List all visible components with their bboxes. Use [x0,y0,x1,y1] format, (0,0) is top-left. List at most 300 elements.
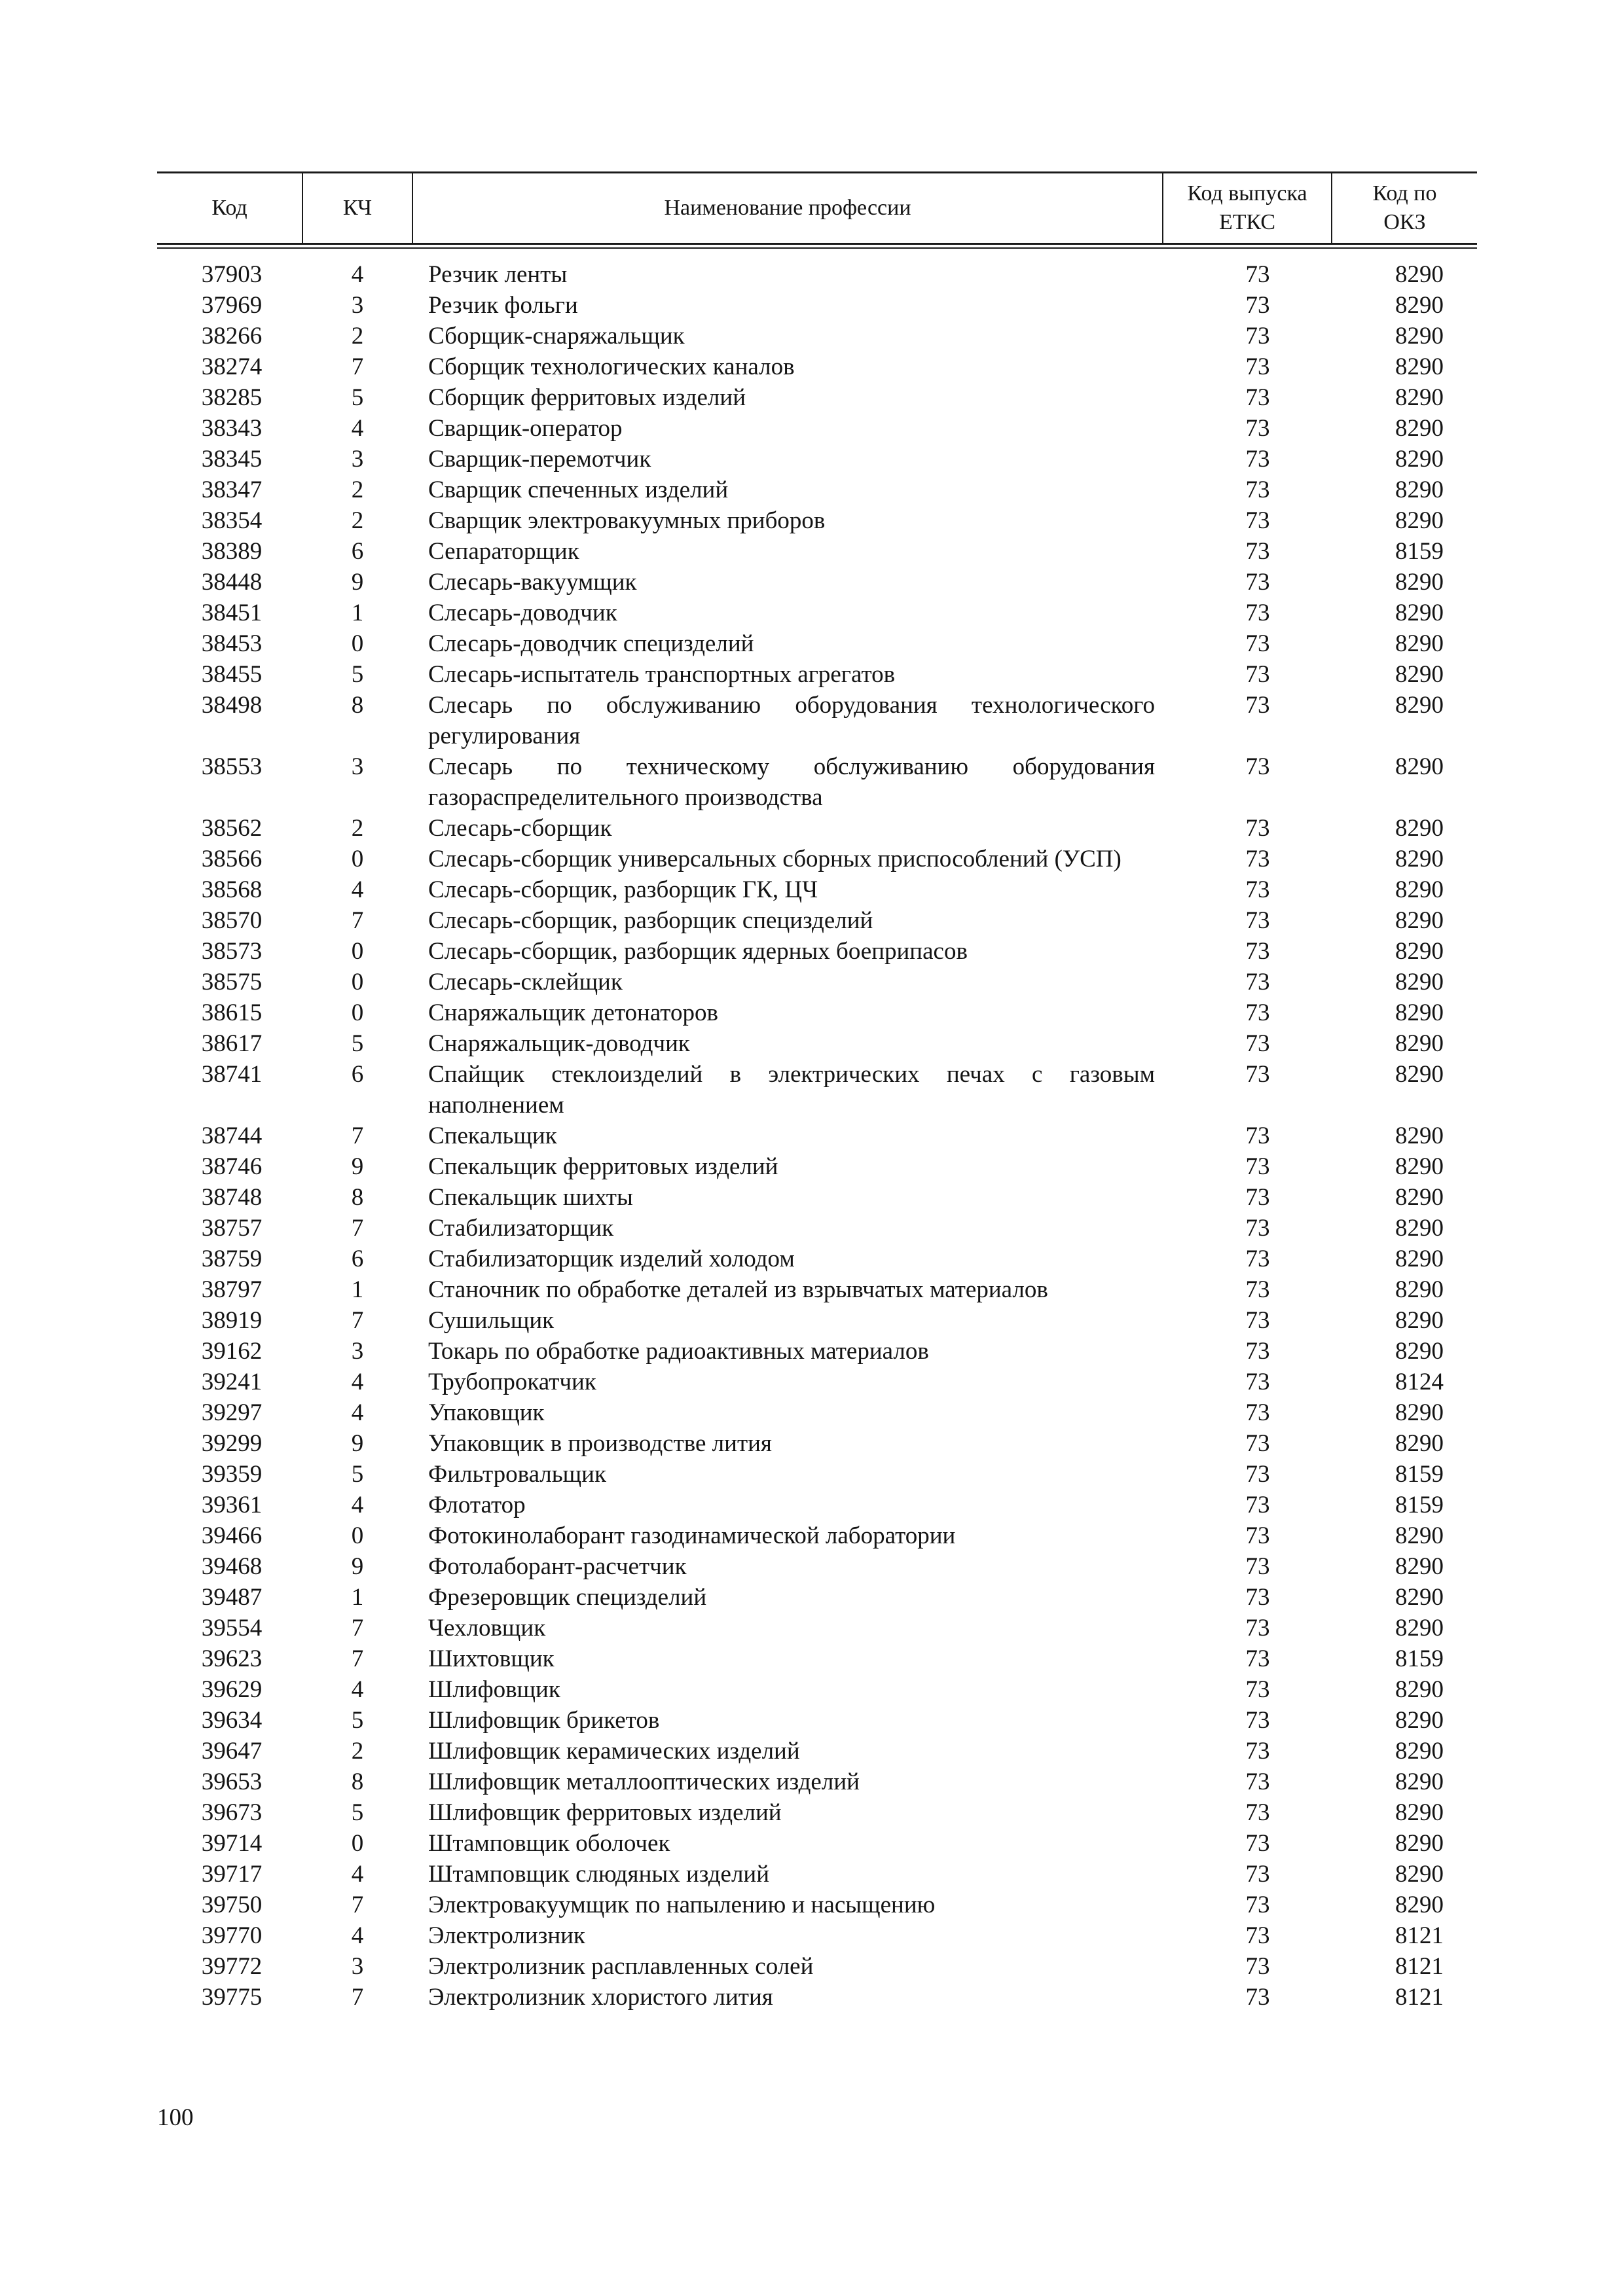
cell-okz: 8290 [1395,261,1444,288]
cell-etks: 73 [1245,1338,1270,1365]
cell-code: 39634 [201,1707,263,1734]
table-row [157,1182,1477,1213]
cell-etks: 73 [1245,1461,1270,1488]
cell-code: 39466 [201,1522,263,1549]
cell-etks: 73 [1245,1553,1270,1580]
cell-kch: 7 [351,1122,364,1149]
cell-okz: 8290 [1395,1399,1444,1426]
cell-code: 39554 [201,1615,263,1641]
cell-code: 38797 [201,1276,263,1303]
cell-name: Слесарь-сборщик, разборщик ГК, ЦЧ [428,876,818,903]
cell-okz: 8290 [1395,815,1444,842]
table-row [157,1613,1477,1643]
cell-name: Токарь по обработке радиоактивных материалов [428,1338,929,1365]
cell-name: Слесарь-сборщик, разборщик ядерных боеприпасов [428,938,968,965]
cell-name: Слесарь по техническому обслуживанию оборудования газораспределительного производства [428,753,1155,811]
cell-okz: 8290 [1395,1276,1444,1303]
table-row [157,598,1477,628]
cell-name: Упаковщик в производстве лития [428,1430,772,1457]
table-row [157,1274,1477,1305]
cell-name: Фотокинолаборант газодинамической лаборатории [428,1522,956,1549]
cell-etks: 73 [1245,1276,1270,1303]
professions-table [157,173,1477,243]
cell-etks: 73 [1245,1246,1270,1272]
cell-okz: 8124 [1395,1369,1444,1395]
cell-kch: 4 [351,876,364,903]
cell-etks: 73 [1245,846,1270,872]
cell-name: Чехловщик [428,1615,546,1641]
cell-okz: 8290 [1395,1584,1444,1611]
cell-okz: 8159 [1395,1645,1444,1672]
cell-code: 38498 [201,692,263,719]
table-row [157,1336,1477,1367]
professions-table-body [157,259,1477,2013]
table-row [157,751,1477,813]
cell-kch: 8 [351,1184,364,1211]
cell-code: 39241 [201,1369,263,1395]
cell-name: Снаряжальщик-доводчик [428,1030,690,1057]
cell-okz: 8290 [1395,1246,1444,1272]
cell-okz: 8290 [1395,1768,1444,1795]
cell-kch: 5 [351,1707,364,1734]
table-row [157,1367,1477,1397]
cell-kch: 5 [351,1799,364,1826]
cell-kch: 9 [351,1430,364,1457]
table-row [157,1490,1477,1520]
cell-code: 38455 [201,661,263,688]
cell-kch: 6 [351,538,364,565]
cell-code: 39359 [201,1461,263,1488]
cell-name: Сборщик технологических каналов [428,353,795,380]
cell-okz: 8290 [1395,969,1444,996]
table-row [157,1397,1477,1428]
cell-etks: 73 [1245,1707,1270,1734]
table-row [157,813,1477,844]
cell-kch: 1 [351,600,364,626]
cell-okz: 8290 [1395,1861,1444,1888]
cell-okz: 8290 [1395,1522,1444,1549]
cell-kch: 6 [351,1246,364,1272]
table-row [157,444,1477,475]
table-row [157,1643,1477,1674]
header-kch: КЧ [302,173,412,243]
cell-name: Сборщик-снаряжальщик [428,323,685,350]
cell-okz: 8290 [1395,507,1444,534]
cell-name: Шлифовщик [428,1676,560,1703]
cell-code: 38354 [201,507,263,534]
cell-etks: 73 [1245,1892,1270,1918]
cell-code: 37903 [201,261,263,288]
table-row [157,1951,1477,1982]
cell-name: Спайщик стеклоизделий в электрических печах с газовым наполнением [428,1061,1155,1119]
cell-okz: 8290 [1395,1061,1444,1088]
table-row [157,321,1477,351]
cell-code: 39673 [201,1799,263,1826]
table-row [157,1520,1477,1551]
cell-code: 38570 [201,907,263,934]
cell-name: Резчик фольги [428,292,578,319]
cell-kch: 0 [351,938,364,965]
header-etks-text: Код выпуска ЕТКС [1187,181,1307,234]
table-row [157,382,1477,413]
cell-code: 39770 [201,1922,263,1949]
cell-code: 38757 [201,1215,263,1242]
table-row [157,1244,1477,1274]
table-row [157,690,1477,751]
cell-name: Стабилизаторщик [428,1215,614,1242]
cell-kch: 2 [351,815,364,842]
cell-okz: 8290 [1395,661,1444,688]
cell-etks: 73 [1245,815,1270,842]
cell-okz: 8121 [1395,1922,1444,1949]
cell-kch: 4 [351,415,364,442]
cell-name: Спекальщик ферритовых изделий [428,1153,778,1180]
table-row [157,536,1477,567]
cell-kch: 7 [351,907,364,934]
cell-etks: 73 [1245,476,1270,503]
cell-okz: 8290 [1395,630,1444,657]
cell-kch: 3 [351,1953,364,1980]
cell-etks: 73 [1245,1799,1270,1826]
cell-code: 38453 [201,630,263,657]
table-row [157,1859,1477,1890]
cell-name: Слесарь-вакуумщик [428,569,637,596]
cell-etks: 73 [1245,1676,1270,1703]
cell-name: Станочник по обработке деталей из взрывчатых материалов [428,1276,1048,1303]
cell-kch: 0 [351,999,364,1026]
cell-name: Слесарь-сборщик универсальных сборных приспособлений (УСП) [428,846,1122,872]
cell-kch: 2 [351,476,364,503]
cell-code: 38266 [201,323,263,350]
professions-table-section [157,171,1477,2013]
cell-etks: 73 [1245,1922,1270,1949]
cell-etks: 73 [1245,292,1270,319]
cell-etks: 73 [1245,1738,1270,1765]
cell-etks: 73 [1245,415,1270,442]
cell-etks: 73 [1245,1953,1270,1980]
cell-code: 39623 [201,1645,263,1672]
cell-name: Электролизник расплавленных солей [428,1953,814,1980]
cell-name: Трубопрокатчик [428,1369,596,1395]
page-number: 100 [157,2104,194,2131]
cell-etks: 73 [1245,1584,1270,1611]
cell-code: 38274 [201,353,263,380]
cell-name: Слесарь-сборщик, разборщик специзделий [428,907,873,934]
header-okz-text: Код по ОКЗ [1372,181,1437,234]
table-row [157,1121,1477,1151]
cell-okz: 8290 [1395,569,1444,596]
cell-okz: 8159 [1395,1461,1444,1488]
cell-kch: 2 [351,1738,364,1765]
cell-kch: 7 [351,1892,364,1918]
cell-code: 39653 [201,1768,263,1795]
table-row [157,1213,1477,1244]
table-row [157,997,1477,1028]
cell-okz: 8290 [1395,692,1444,719]
cell-kch: 0 [351,1830,364,1857]
cell-name: Фильтровальщик [428,1461,606,1488]
table-row [157,905,1477,936]
cell-name: Шлифовщик металлооптических изделий [428,1768,860,1795]
cell-okz: 8290 [1395,476,1444,503]
cell-code: 39487 [201,1584,263,1611]
cell-kch: 8 [351,692,364,719]
cell-okz: 8121 [1395,1984,1444,2011]
cell-etks: 73 [1245,753,1270,780]
table-row [157,1920,1477,1951]
cell-okz: 8290 [1395,353,1444,380]
table-row [157,1151,1477,1182]
cell-okz: 8290 [1395,753,1444,780]
cell-kch: 9 [351,1553,364,1580]
table-row [157,628,1477,659]
cell-name: Слесарь-доводчик [428,600,617,626]
cell-kch: 4 [351,1861,364,1888]
cell-name: Стабилизаторщик изделий холодом [428,1246,795,1272]
cell-code: 39162 [201,1338,263,1365]
cell-kch: 4 [351,261,364,288]
cell-etks: 73 [1245,630,1270,657]
cell-kch: 3 [351,292,364,319]
table-row [157,1797,1477,1828]
cell-etks: 73 [1245,1615,1270,1641]
cell-etks: 73 [1245,1645,1270,1672]
cell-okz: 8290 [1395,1215,1444,1242]
cell-name: Фрезеровщик специзделий [428,1584,707,1611]
cell-etks: 73 [1245,538,1270,565]
cell-code: 39361 [201,1492,263,1518]
cell-name: Сушильщик [428,1307,555,1334]
cell-code: 37969 [201,292,263,319]
cell-code: 38553 [201,753,263,780]
cell-name: Сварщик спеченных изделий [428,476,729,503]
cell-okz: 8290 [1395,1615,1444,1641]
cell-code: 39772 [201,1953,263,1980]
cell-kch: 4 [351,1399,364,1426]
cell-etks: 73 [1245,261,1270,288]
cell-name: Сварщик электровакуумных приборов [428,507,826,534]
cell-kch: 4 [351,1369,364,1395]
cell-etks: 73 [1245,661,1270,688]
table-row [157,351,1477,382]
table-row [157,1059,1477,1121]
cell-kch: 9 [351,569,364,596]
cell-name: Снаряжальщик детонаторов [428,999,718,1026]
cell-kch: 2 [351,323,364,350]
cell-name: Слесарь-склейщик [428,969,623,996]
table-row [157,1305,1477,1336]
cell-kch: 5 [351,1030,364,1057]
cell-etks: 73 [1245,1492,1270,1518]
cell-code: 39714 [201,1830,263,1857]
header-okz [1332,173,1477,243]
cell-code: 38562 [201,815,263,842]
cell-code: 38617 [201,1030,263,1057]
cell-code: 39717 [201,1861,263,1888]
cell-etks: 73 [1245,969,1270,996]
cell-code: 38615 [201,999,263,1026]
table-row [157,844,1477,874]
table-row [157,1459,1477,1490]
cell-name: Фотолаборант-расчетчик [428,1553,687,1580]
cell-name: Упаковщик [428,1399,545,1426]
cell-name: Слесарь-сборщик [428,815,612,842]
cell-etks: 73 [1245,692,1270,719]
cell-okz: 8290 [1395,1707,1444,1734]
table-row [157,1674,1477,1705]
table-row [157,259,1477,290]
cell-kch: 3 [351,753,364,780]
table-row [157,1428,1477,1459]
cell-okz: 8290 [1395,446,1444,473]
cell-kch: 8 [351,1768,364,1795]
cell-name: Штамповщик оболочек [428,1830,670,1857]
header-etks [1163,173,1332,243]
cell-etks: 73 [1245,1061,1270,1088]
cell-kch: 3 [351,446,364,473]
cell-code: 38448 [201,569,263,596]
cell-code: 39750 [201,1892,263,1918]
cell-kch: 4 [351,1492,364,1518]
cell-kch: 3 [351,1338,364,1365]
cell-code: 38748 [201,1184,263,1211]
cell-code: 39297 [201,1399,263,1426]
header-code: Код [211,196,247,220]
cell-etks: 73 [1245,1861,1270,1888]
cell-name: Шлифовщик брикетов [428,1707,660,1734]
cell-code: 38343 [201,415,263,442]
table-row [157,1890,1477,1920]
cell-etks: 73 [1245,1122,1270,1149]
header-name: Наименование профессии [412,173,1163,243]
cell-name: Электролизник хлористого лития [428,1984,773,2011]
table-row [157,1828,1477,1859]
cell-etks: 73 [1245,569,1270,596]
cell-kch: 1 [351,1584,364,1611]
cell-kch: 7 [351,1615,364,1641]
table-row [157,1767,1477,1797]
cell-kch: 7 [351,1307,364,1334]
cell-name: Электровакуумщик по напылению и насыщению [428,1892,936,1918]
cell-okz: 8290 [1395,1030,1444,1057]
cell-okz: 8290 [1395,1307,1444,1334]
cell-kch: 5 [351,661,364,688]
table-row [157,936,1477,967]
cell-okz: 8290 [1395,1122,1444,1149]
table-row [157,1028,1477,1059]
cell-okz: 8290 [1395,415,1444,442]
cell-okz: 8290 [1395,938,1444,965]
cell-code: 38345 [201,446,263,473]
cell-okz: 8290 [1395,600,1444,626]
table-body [157,259,1477,2013]
cell-name: Электролизник [428,1922,585,1949]
cell-okz: 8290 [1395,999,1444,1026]
cell-etks: 73 [1245,876,1270,903]
cell-code: 38744 [201,1122,263,1149]
cell-etks: 73 [1245,1307,1270,1334]
cell-etks: 73 [1245,999,1270,1026]
cell-etks: 73 [1245,323,1270,350]
table-row [157,1736,1477,1767]
cell-etks: 73 [1245,1369,1270,1395]
cell-etks: 73 [1245,507,1270,534]
cell-etks: 73 [1245,1522,1270,1549]
cell-okz: 8290 [1395,1184,1444,1211]
cell-code: 38347 [201,476,263,503]
header-rule [157,243,1477,245]
cell-name: Флотатор [428,1492,526,1518]
cell-kch: 7 [351,1215,364,1242]
table-row [157,505,1477,536]
cell-name: Слесарь по обслуживанию оборудования технологического регулирования [428,692,1155,749]
cell-code: 38575 [201,969,263,996]
cell-name: Сварщик-перемотчик [428,446,651,473]
table-row [157,475,1477,505]
cell-name: Шлифовщик ферритовых изделий [428,1799,782,1826]
cell-name: Слесарь-доводчик специзделий [428,630,754,657]
cell-okz: 8290 [1395,1799,1444,1826]
cell-etks: 73 [1245,353,1270,380]
table-row [157,1551,1477,1582]
cell-okz: 8121 [1395,1953,1444,1980]
cell-name: Слесарь-испытатель транспортных агрегатов [428,661,896,688]
cell-code: 39468 [201,1553,263,1580]
cell-etks: 73 [1245,1215,1270,1242]
cell-etks: 73 [1245,1399,1270,1426]
cell-name: Спекальщик [428,1122,557,1149]
cell-kch: 0 [351,969,364,996]
cell-kch: 0 [351,1522,364,1549]
cell-code: 39775 [201,1984,263,2011]
table-row [157,413,1477,444]
cell-name: Сепараторщик [428,538,579,565]
table-row [157,567,1477,598]
table-row [157,1582,1477,1613]
cell-code: 39629 [201,1676,263,1703]
cell-code: 39299 [201,1430,263,1457]
cell-kch: 4 [351,1922,364,1949]
cell-kch: 7 [351,1645,364,1672]
cell-code: 38285 [201,384,263,411]
cell-code: 38451 [201,600,263,626]
cell-code: 38746 [201,1153,263,1180]
cell-etks: 73 [1245,1184,1270,1211]
cell-okz: 8290 [1395,1892,1444,1918]
cell-name: Резчик ленты [428,261,568,288]
cell-code: 38568 [201,876,263,903]
cell-kch: 7 [351,1984,364,2011]
cell-name: Сборщик ферритовых изделий [428,384,746,411]
cell-kch: 7 [351,353,364,380]
cell-okz: 8290 [1395,1553,1444,1580]
cell-etks: 73 [1245,1153,1270,1180]
cell-code: 39647 [201,1738,263,1765]
table-row [157,659,1477,690]
cell-etks: 73 [1245,1768,1270,1795]
table-row [157,1982,1477,2013]
cell-etks: 73 [1245,907,1270,934]
cell-name: Спекальщик шихты [428,1184,633,1211]
cell-code: 38566 [201,846,263,872]
cell-name: Шлифовщик керамических изделий [428,1738,800,1765]
cell-etks: 73 [1245,1830,1270,1857]
cell-etks: 73 [1245,600,1270,626]
cell-okz: 8290 [1395,1153,1444,1180]
cell-etks: 73 [1245,1430,1270,1457]
cell-etks: 73 [1245,938,1270,965]
cell-okz: 8290 [1395,1738,1444,1765]
